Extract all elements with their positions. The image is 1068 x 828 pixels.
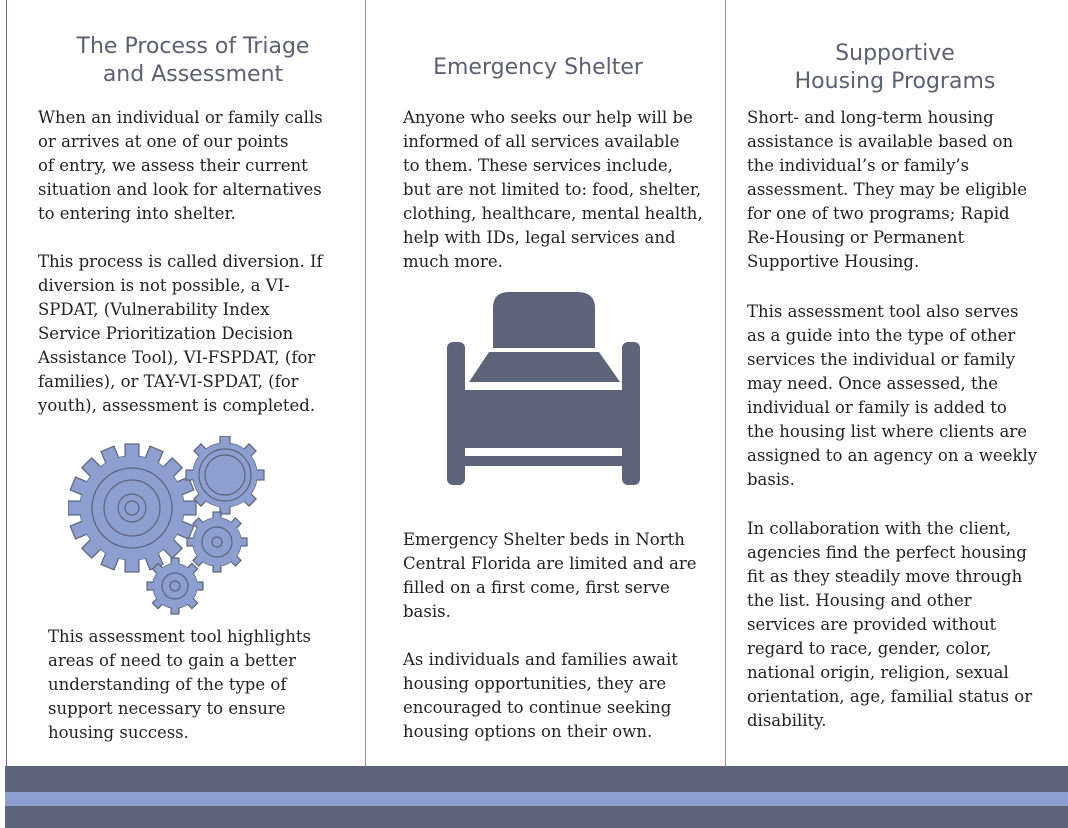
page-edge-guide — [6, 0, 7, 828]
paragraph: This assessment tool also serves as a guide into the type of other services the individual or family may need. Once assessed, the individual or family is added to the housing list where clients are assigned to an agency on a weekly basis. — [747, 302, 1038, 489]
paragraph: As individuals and families await housing opportunities, they are encouraged to continue seeking housing options on their own. — [403, 650, 678, 741]
paragraph: Anyone who seeks our help will be informed of all services available to them. These services include, but are not limited to: food, shelter, clothing, healthcare, mental health, help with IDs, legal services and much more. — [403, 108, 703, 271]
paragraph: This process is called diversion. If diversion is not possible, a VI- SPDAT, (Vulnerability Index Service Prioritization Decision Assistance Tool), VI-FSPDAT, (for families), or TAY-VI-SPDAT, (for youth), assessment is completed. — [38, 252, 323, 415]
footer-band-light — [5, 792, 1068, 806]
paragraph: In collaboration with the client, agencies find the perfect housing fit as they steadily move through the list. Housing and other services are provided without regard to race, gender, color, national origin, religion, sexual orientation, age, familial status or disability. — [747, 519, 1033, 730]
column-title: Emergency Shelter — [433, 55, 643, 80]
paragraph: When an individual or family calls or arrives at one of our points of entry, we assess their current situation and look for alternatives to entering into shelter. — [38, 108, 323, 223]
gears-icon — [68, 436, 268, 616]
paragraph: Emergency Shelter beds in North Central Florida are limited and are filled on a first come, first serve basis. — [403, 530, 697, 621]
footer-band-dark — [5, 766, 1068, 792]
fold-guide-2 — [725, 0, 726, 828]
paragraph: Short- and long-term housing assistance is available based on the individual’s or family’s assessment. They may be eligible for one of two programs; Rapid Re-Housing or Permanent Supportive Housing. — [747, 108, 1027, 271]
column-title: The Process of Triage and Assessment — [76, 34, 310, 87]
bed-icon — [445, 290, 645, 490]
footer-band-dark-bottom — [5, 806, 1068, 828]
fold-guide-1 — [365, 0, 366, 828]
paragraph: This assessment tool highlights areas of need to gain a better understanding of the type of support necessary to ensure housing success. — [48, 627, 311, 742]
column-title: Supportive Housing Programs — [794, 41, 996, 94]
